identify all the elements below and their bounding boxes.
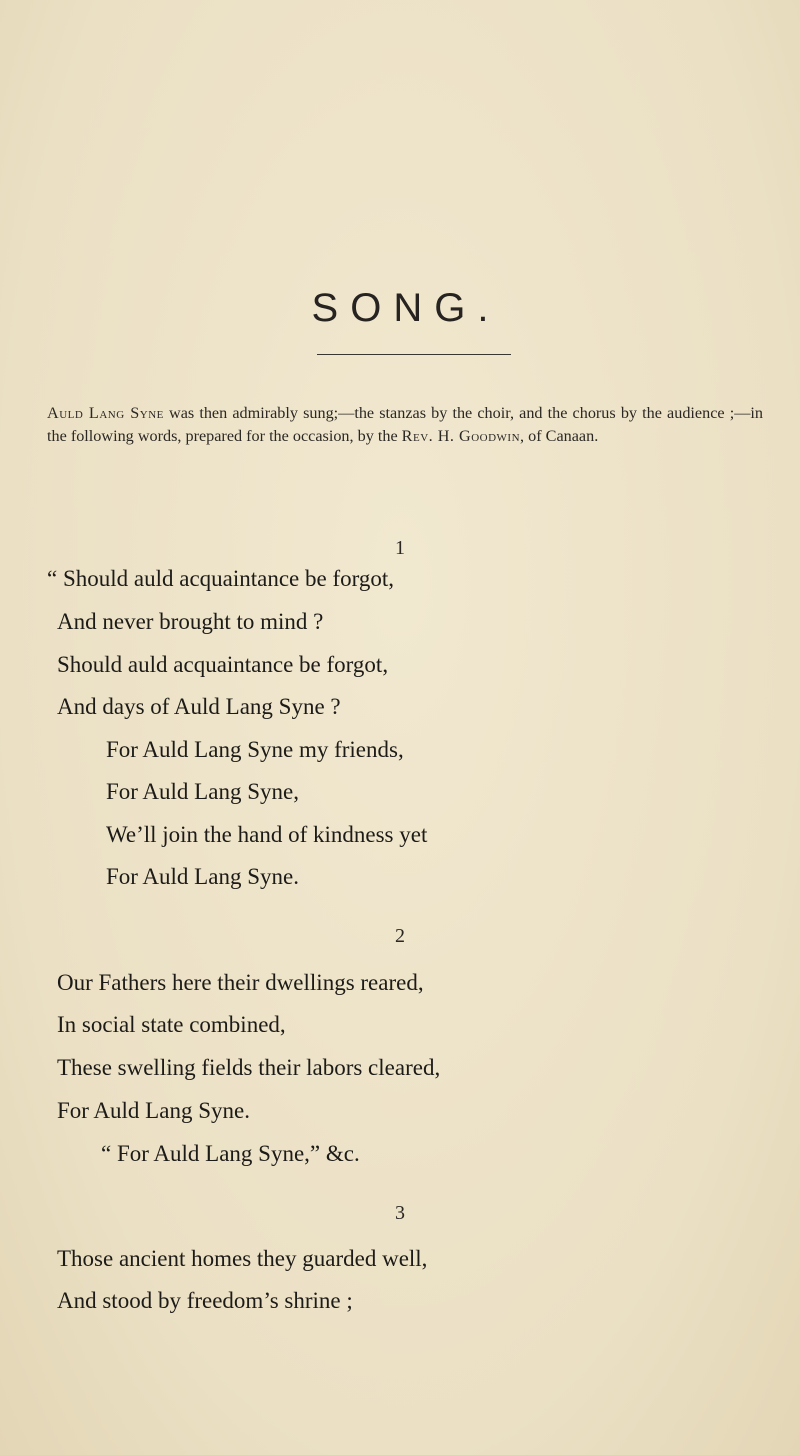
intro-text: was then admirably sung;—the stanzas by the choir, and the chorus by the audience ;—in the following words, prepared for the occasion, by the	[47, 404, 763, 445]
verse-line: And stood by freedom’s shrine ;	[57, 1288, 353, 1313]
verse-line: “ Should auld acquaintance be forgot,	[47, 566, 395, 591]
verse-line: And never brought to mind ?	[57, 609, 324, 634]
verse-line: “ For Auld Lang Syne,” &c.	[101, 1141, 360, 1166]
stanza-number-1: 1	[395, 537, 405, 559]
title-rule	[317, 354, 511, 355]
stanza-number-2: 2	[395, 925, 405, 947]
intro-song-name: Auld Lang Syne	[47, 404, 164, 422]
verse-line: These swelling fields their labors cleared,	[57, 1055, 441, 1080]
verse-line: We’ll join the hand of kindness yet	[106, 822, 428, 847]
verse-line: For Auld Lang Syne.	[57, 1098, 250, 1123]
intro-paragraph	[47, 402, 763, 447]
page-title: SONG.	[311, 286, 501, 330]
verse-line: And days of Auld Lang Syne ?	[57, 694, 341, 719]
verse-line: Should auld acquaintance be forgot,	[57, 652, 389, 677]
verse-line: In social state combined,	[57, 1012, 286, 1037]
verse-line: For Auld Lang Syne.	[106, 864, 299, 889]
verse-line: Those ancient homes they guarded well,	[57, 1246, 428, 1271]
stanza-number-3: 3	[395, 1202, 405, 1224]
verse-line: For Auld Lang Syne my friends,	[106, 737, 404, 762]
intro-author: Rev. H. Goodwin	[401, 426, 521, 445]
intro-text-end: , of Canaan.	[520, 426, 599, 445]
verse-line: Our Fathers here their dwellings reared,	[57, 970, 424, 995]
verse-line: For Auld Lang Syne,	[106, 779, 299, 804]
